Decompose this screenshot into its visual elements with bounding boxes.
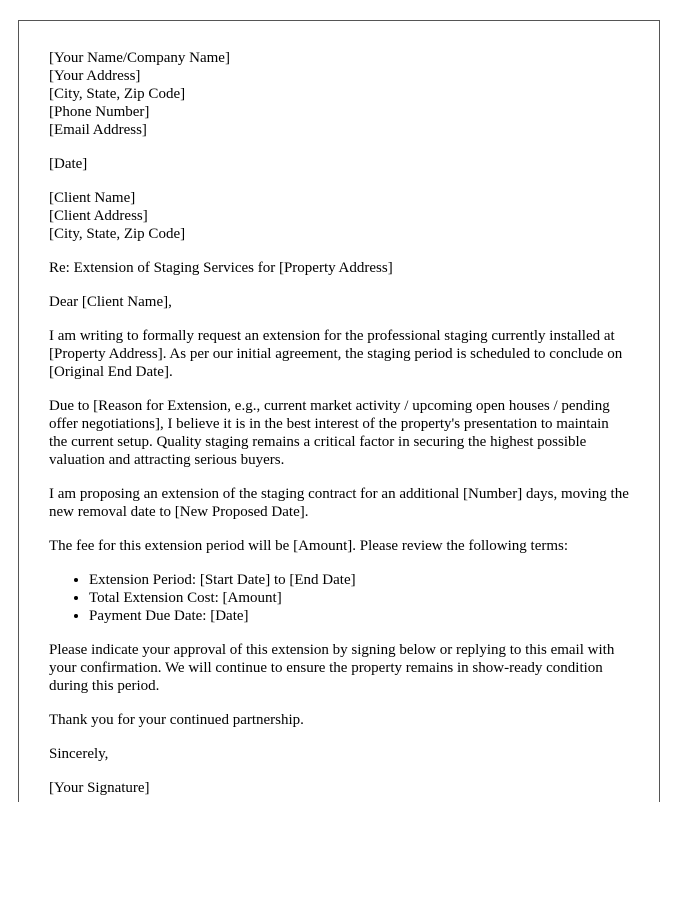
recipient-name: [Client Name] <box>49 190 136 206</box>
sender-name: [Your Name/Company Name] <box>49 50 230 66</box>
body-paragraph-2: Due to [Reason for Extension, e.g., current market activity / upcoming open houses / pending offer negotiations], I believe it is in the best interest of the property's presentation to maintain the current setup. Quality staging remains a critical factor in securing the highest possible valuation and attracting serious buyers. <box>49 398 610 468</box>
body-paragraph-5: Please indicate your approval of this extension by signing below or replying to this email with your confirmation. We will continue to ensure the property remains in show-ready condition during this period. <box>49 642 615 694</box>
sender-block <box>49 49 629 139</box>
body-paragraph-1: I am writing to formally request an extension for the professional staging currently installed at [Property Address]. As per our initial agreement, the staging period is scheduled to conclude on [Original End Date]. <box>49 328 623 380</box>
term-item-payment-due: • Payment Due Date: [Date] <box>89 607 629 625</box>
subject-line: Re: Extension of Staging Services for [Property Address] <box>49 260 393 276</box>
letter-page <box>18 20 660 802</box>
sender-email: [Email Address] <box>49 122 147 138</box>
signature: [Your Signature] <box>49 780 150 796</box>
sender-phone: [Phone Number] <box>49 104 150 120</box>
sender-address: [Your Address] <box>49 68 141 84</box>
body-paragraph-6: Thank you for your continued partnership. <box>49 712 304 728</box>
body-paragraph-4: The fee for this extension period will be [Amount]. Please review the following terms: <box>49 538 569 554</box>
recipient-city-state-zip: [City, State, Zip Code] <box>49 226 186 242</box>
terms-list <box>49 571 629 625</box>
body-paragraph-3: I am proposing an extension of the staging contract for an additional [Number] days, moving the new removal date to [New Proposed Date]. <box>49 486 629 520</box>
recipient-address: [Client Address] <box>49 208 148 224</box>
date-block <box>49 155 629 173</box>
closing: Sincerely, <box>49 746 109 762</box>
term-item-total-cost: • Total Extension Cost: [Amount] <box>89 589 629 607</box>
salutation: Dear [Client Name], <box>49 294 172 310</box>
term-item-extension-period: • Extension Period: [Start Date] to [End Date] <box>89 571 629 589</box>
sender-city-state-zip: [City, State, Zip Code] <box>49 86 186 102</box>
recipient-block <box>49 189 629 243</box>
letter-date: [Date] <box>49 156 88 172</box>
